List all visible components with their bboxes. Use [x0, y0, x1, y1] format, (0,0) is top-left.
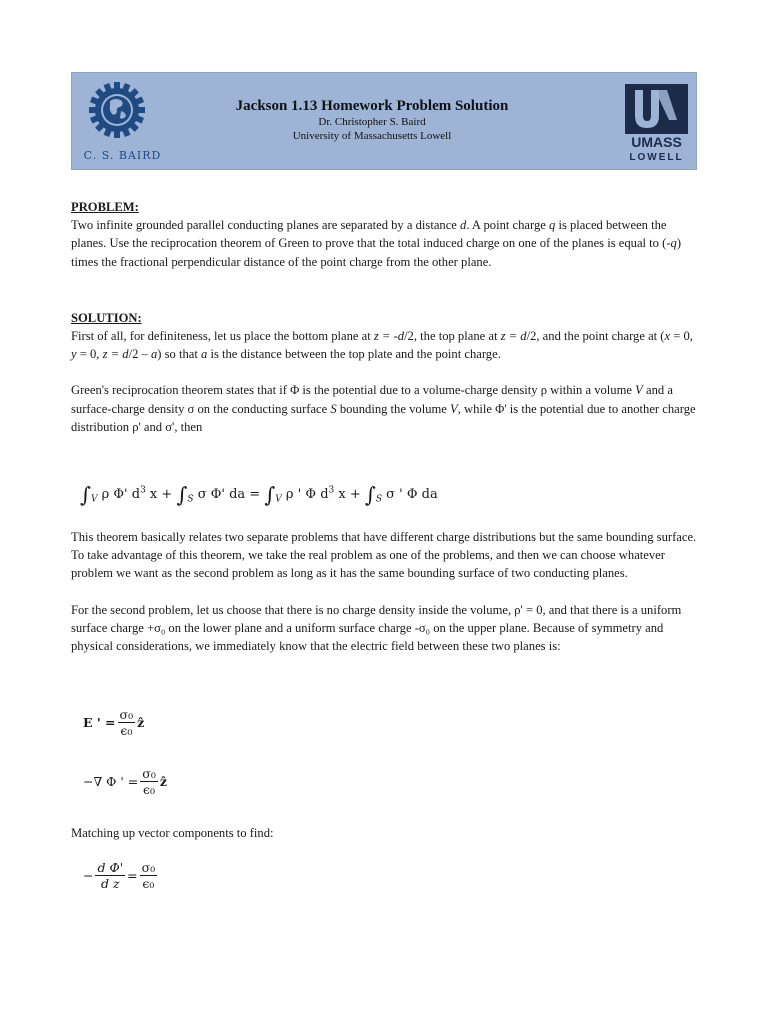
cs-baird-name: C. S. BAIRD	[83, 149, 162, 162]
document-title: Jackson 1.13 Homework Problem Solution	[235, 98, 509, 114]
umass-lowell-logo	[625, 84, 688, 162]
document-body-continued	[71, 528, 701, 655]
solution-paragraph-4: For the second problem, let us choose that there is no charge density inside the volume, ρ' = 0, and that there is a uniform surface charge +σ₀ on the lower plane and a uniform surface charge -σ₀ on the upper plane. Because of symmetry and physical considerations, we immediately know that the electric field between these two planes is:	[71, 602, 682, 654]
solution-paragraph-5: Matching up vector components to find:	[71, 826, 274, 840]
solution-paragraph-2: Green's reciprocation theorem states that if Φ is the potential due to a volume-charge density ρ within a volume V and a surface-charge density σ on the conducting surface S bounding the volume V, while Φ' is the potential due to another charge distribution ρ' and σ', then	[71, 383, 696, 434]
green-reciprocation-equation: $\int_V$ ρ Φ' $d^3$ $x + \int_S$ σ Φ' da = $\int_V$ ρ ' Φ $d^3$ $x + \int_S$ σ ' Φ da	[80, 483, 438, 507]
derivative-equation: − $\frac{\text{d Φ'}}{\text{d z}}$ = $\frac{\text{σ₀}}{\text{ϵ₀}}$	[83, 860, 156, 891]
affiliation: University of Massachusetts Lowell	[292, 130, 452, 142]
solution-heading: SOLUTION:	[71, 310, 142, 325]
gradient-potential-equation: −∇ Φ ' = $\frac{\text{σ₀}}{\text{ϵ₀}}$ ẑ	[83, 766, 167, 797]
problem-text: Two infinite grounded parallel conducting planes are separated by a distance d. A point charge q is placed between the planes. Use the reciprocation theorem of Green to prove that the total induced charge on one of the planes is equal to (-q) times the fractional perpendicular distance of the point charge from the other plane.	[71, 218, 682, 269]
document-body-end	[71, 824, 701, 842]
electric-field-equation: E ' = $\frac{\text{σ₀}}{\text{ϵ₀}}$ ẑ	[83, 707, 145, 738]
document-body	[71, 198, 701, 436]
lowell-text: LOWELL	[629, 152, 684, 162]
title-block	[212, 97, 532, 143]
author-name: Dr. Christopher S. Baird	[318, 116, 426, 128]
cs-baird-gear-globe-logo	[84, 81, 150, 139]
umass-text: UMASS	[631, 134, 682, 150]
problem-heading: PROBLEM:	[71, 200, 139, 214]
solution-paragraph-3: This theorem basically relates two separate problems that have different charge distributions but the same bounding surface. To take advantage of this theorem, we take the real problem as one of the problems, and then we can choose whatever problem we want as the second problem as long as it has the same bounding surface of two conducting planes.	[71, 530, 697, 581]
solution-paragraph-1: First of all, for definiteness, let us place the bottom plane at z = -d/2, the top plane at z = d/2, and the point charge at (x = 0, y = 0, z = d/2 – a) so that a is the distance between the top plate and the point charge.	[71, 329, 693, 362]
header-banner	[71, 72, 697, 170]
